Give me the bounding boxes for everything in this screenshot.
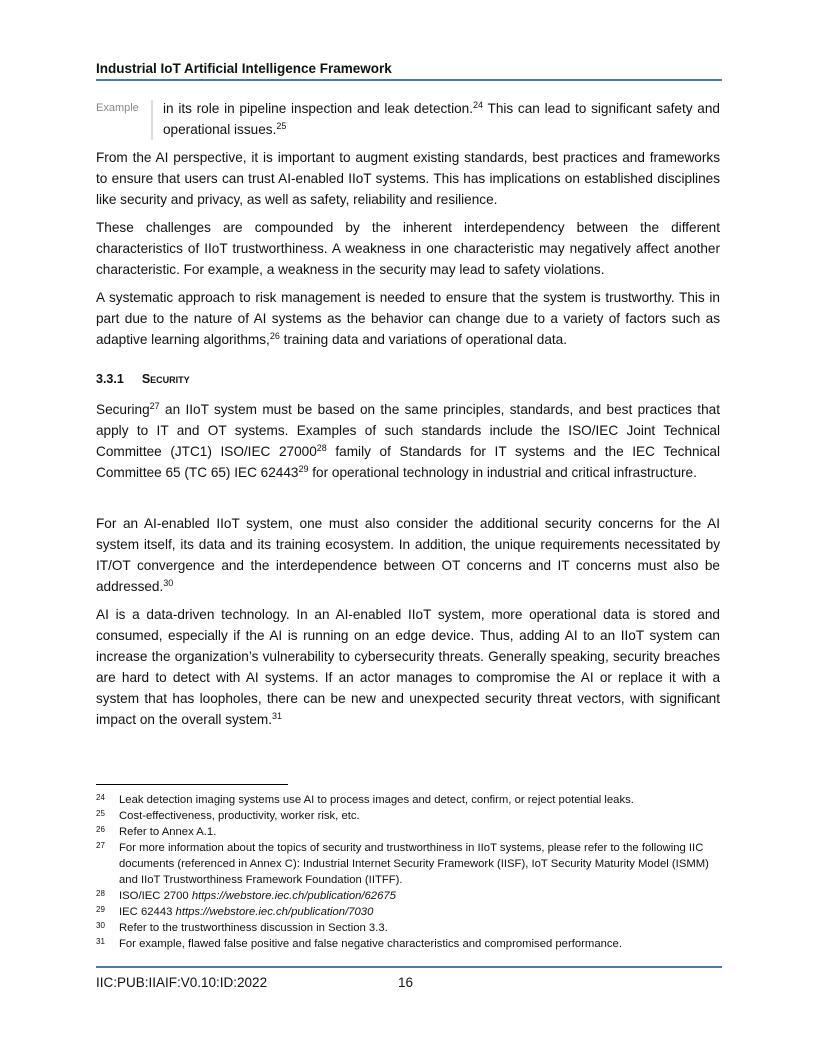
text-segment: 28 xyxy=(316,443,327,453)
paragraph xyxy=(96,217,720,280)
text-segment: 29 xyxy=(298,464,309,474)
footnote xyxy=(96,936,716,952)
paragraph xyxy=(96,604,720,730)
footer-doc-id: IIC:PUB:IIAIF:V0.10:ID:2022 xyxy=(96,975,268,990)
text-segment: A systematic approach to risk management is needed to ensure that the system is trustworthy. This in part due to the nature of AI systems as the behavior can change due to a variety of factors such as adaptive learning algorithms, xyxy=(96,290,720,347)
footnote xyxy=(96,920,716,936)
footnote-separator xyxy=(96,784,288,785)
example-label: Example xyxy=(96,102,139,114)
text-segment: 31 xyxy=(272,711,283,721)
paragraph xyxy=(96,287,720,350)
footnote xyxy=(96,840,716,888)
footer-rule xyxy=(96,966,722,968)
section-heading xyxy=(96,372,720,386)
text-segment: Refer to Annex A.1. xyxy=(119,826,217,838)
text-segment: 29 xyxy=(96,905,105,914)
footnote xyxy=(96,824,716,840)
text-segment: 31 xyxy=(96,937,105,946)
text-segment: 3.3.1 xyxy=(96,372,124,386)
text-segment: From the AI perspective, it is important to augment existing standards, best practices and frameworks to ensure that users can trust AI-enabled IIoT systems. This has implications on established disciplines like security and privacy, as well as safety, reliability and resilience. xyxy=(96,150,720,207)
text-segment: 26 xyxy=(269,331,280,341)
footnote xyxy=(96,888,716,904)
paragraph xyxy=(96,147,720,210)
text-segment: ISO/IEC 2700 xyxy=(119,890,192,902)
footnote xyxy=(96,792,716,808)
running-header: Industrial IoT Artificial Intelligence Framework xyxy=(96,61,392,76)
text-segment: Leak detection imaging systems use AI to process images and detect, confirm, or reject potential leaks. xyxy=(119,794,634,806)
text-segment: Refer to the trustworthiness discussion in Section 3.3. xyxy=(119,922,388,934)
footnote-link[interactable]: https://webstore.iec.ch/publication/7030 xyxy=(175,906,374,918)
text-segment: 27 xyxy=(96,841,105,850)
example-callout xyxy=(96,98,720,140)
footnote xyxy=(96,904,716,920)
footnote xyxy=(96,808,716,824)
footnotes xyxy=(96,792,716,952)
text-segment: for operational technology in industrial and critical infrastructure. xyxy=(308,465,697,480)
example-bar xyxy=(151,100,153,140)
text-segment: 25 xyxy=(276,121,287,131)
page-number: 16 xyxy=(398,975,414,990)
text-segment: 30 xyxy=(163,578,174,588)
text-segment: These challenges are compounded by the inherent interdependency between the different characteristics of IIoT trustworthiness. A weakness in one characteristic may negatively affect another characteristic. For example, a weakness in the security may lead to safety violations. xyxy=(96,220,720,277)
text-segment: 24 xyxy=(473,100,484,110)
text-segment: For an AI-enabled IIoT system, one must also consider the additional security concerns for the AI system itself, its data and its training ecosystem. In addition, the unique requirements necessitated by IT/OT convergence and the interdependence between OT concerns and IT concerns must also be addressed. xyxy=(96,516,720,594)
text-segment: AI is a data-driven technology. In an AI-enabled IIoT system, more operational data is stored and consumed, especially if the AI is running on an edge device. Thus, adding AI to an IIoT system can increase the organization’s vulnerability to cybersecurity threats. Generally speaking, security breaches are hard to detect with AI systems. If an actor manages to compromise the AI or replace it with a system that has loopholes, there can be new and unexpected security threat vectors, with significant impact on the overall system. xyxy=(96,607,720,727)
text-segment: 24 xyxy=(96,793,105,802)
text-segment: IEC 62443 xyxy=(119,906,176,918)
text-segment: 28 xyxy=(96,889,105,898)
footnote-link[interactable]: https://webstore.iec.ch/publication/62675 xyxy=(191,890,396,902)
text-segment: training data and variations of operational data. xyxy=(279,332,568,347)
text-segment: Security xyxy=(141,372,190,386)
text-segment: 27 xyxy=(149,401,160,411)
text-segment: For more information about the topics of security and trustworthiness in IIoT systems, please refer to the following IIC documents (referenced in Annex C): Industrial Internet Security Framework (IISF), IoT Security Maturity Model (ISMM) and IIoT Trustworthiness Framework Foundation (IITFF). xyxy=(119,842,709,886)
text-segment: 26 xyxy=(96,825,105,834)
text-segment: For example, flawed false positive and false negative characteristics and compromised performance. xyxy=(119,938,622,950)
header-rule xyxy=(96,79,722,81)
text-segment: Cost-effectiveness, productivity, worker risk, etc. xyxy=(119,810,360,822)
paragraph xyxy=(96,513,720,597)
example-text xyxy=(163,98,720,140)
text-segment: 25 xyxy=(96,809,105,818)
paragraph xyxy=(96,399,720,483)
text-segment: family of Standards for IT systems and the IEC Technical Committee 65 (TC 65) IEC 62443 xyxy=(96,444,720,480)
text-segment: in its role in pipeline inspection and leak detection. xyxy=(163,101,473,116)
text-segment: an IIoT system must be based on the same principles, standards, and best practices that apply to IT and OT systems. Examples of such standards include the ISO/IEC Joint Technical Committee (JTC1) ISO/IEC 27000 xyxy=(96,402,720,459)
text-segment: This can lead to significant safety and operational issues. xyxy=(163,101,720,137)
text-segment: Securing xyxy=(96,402,150,417)
text-segment: 30 xyxy=(96,921,105,930)
